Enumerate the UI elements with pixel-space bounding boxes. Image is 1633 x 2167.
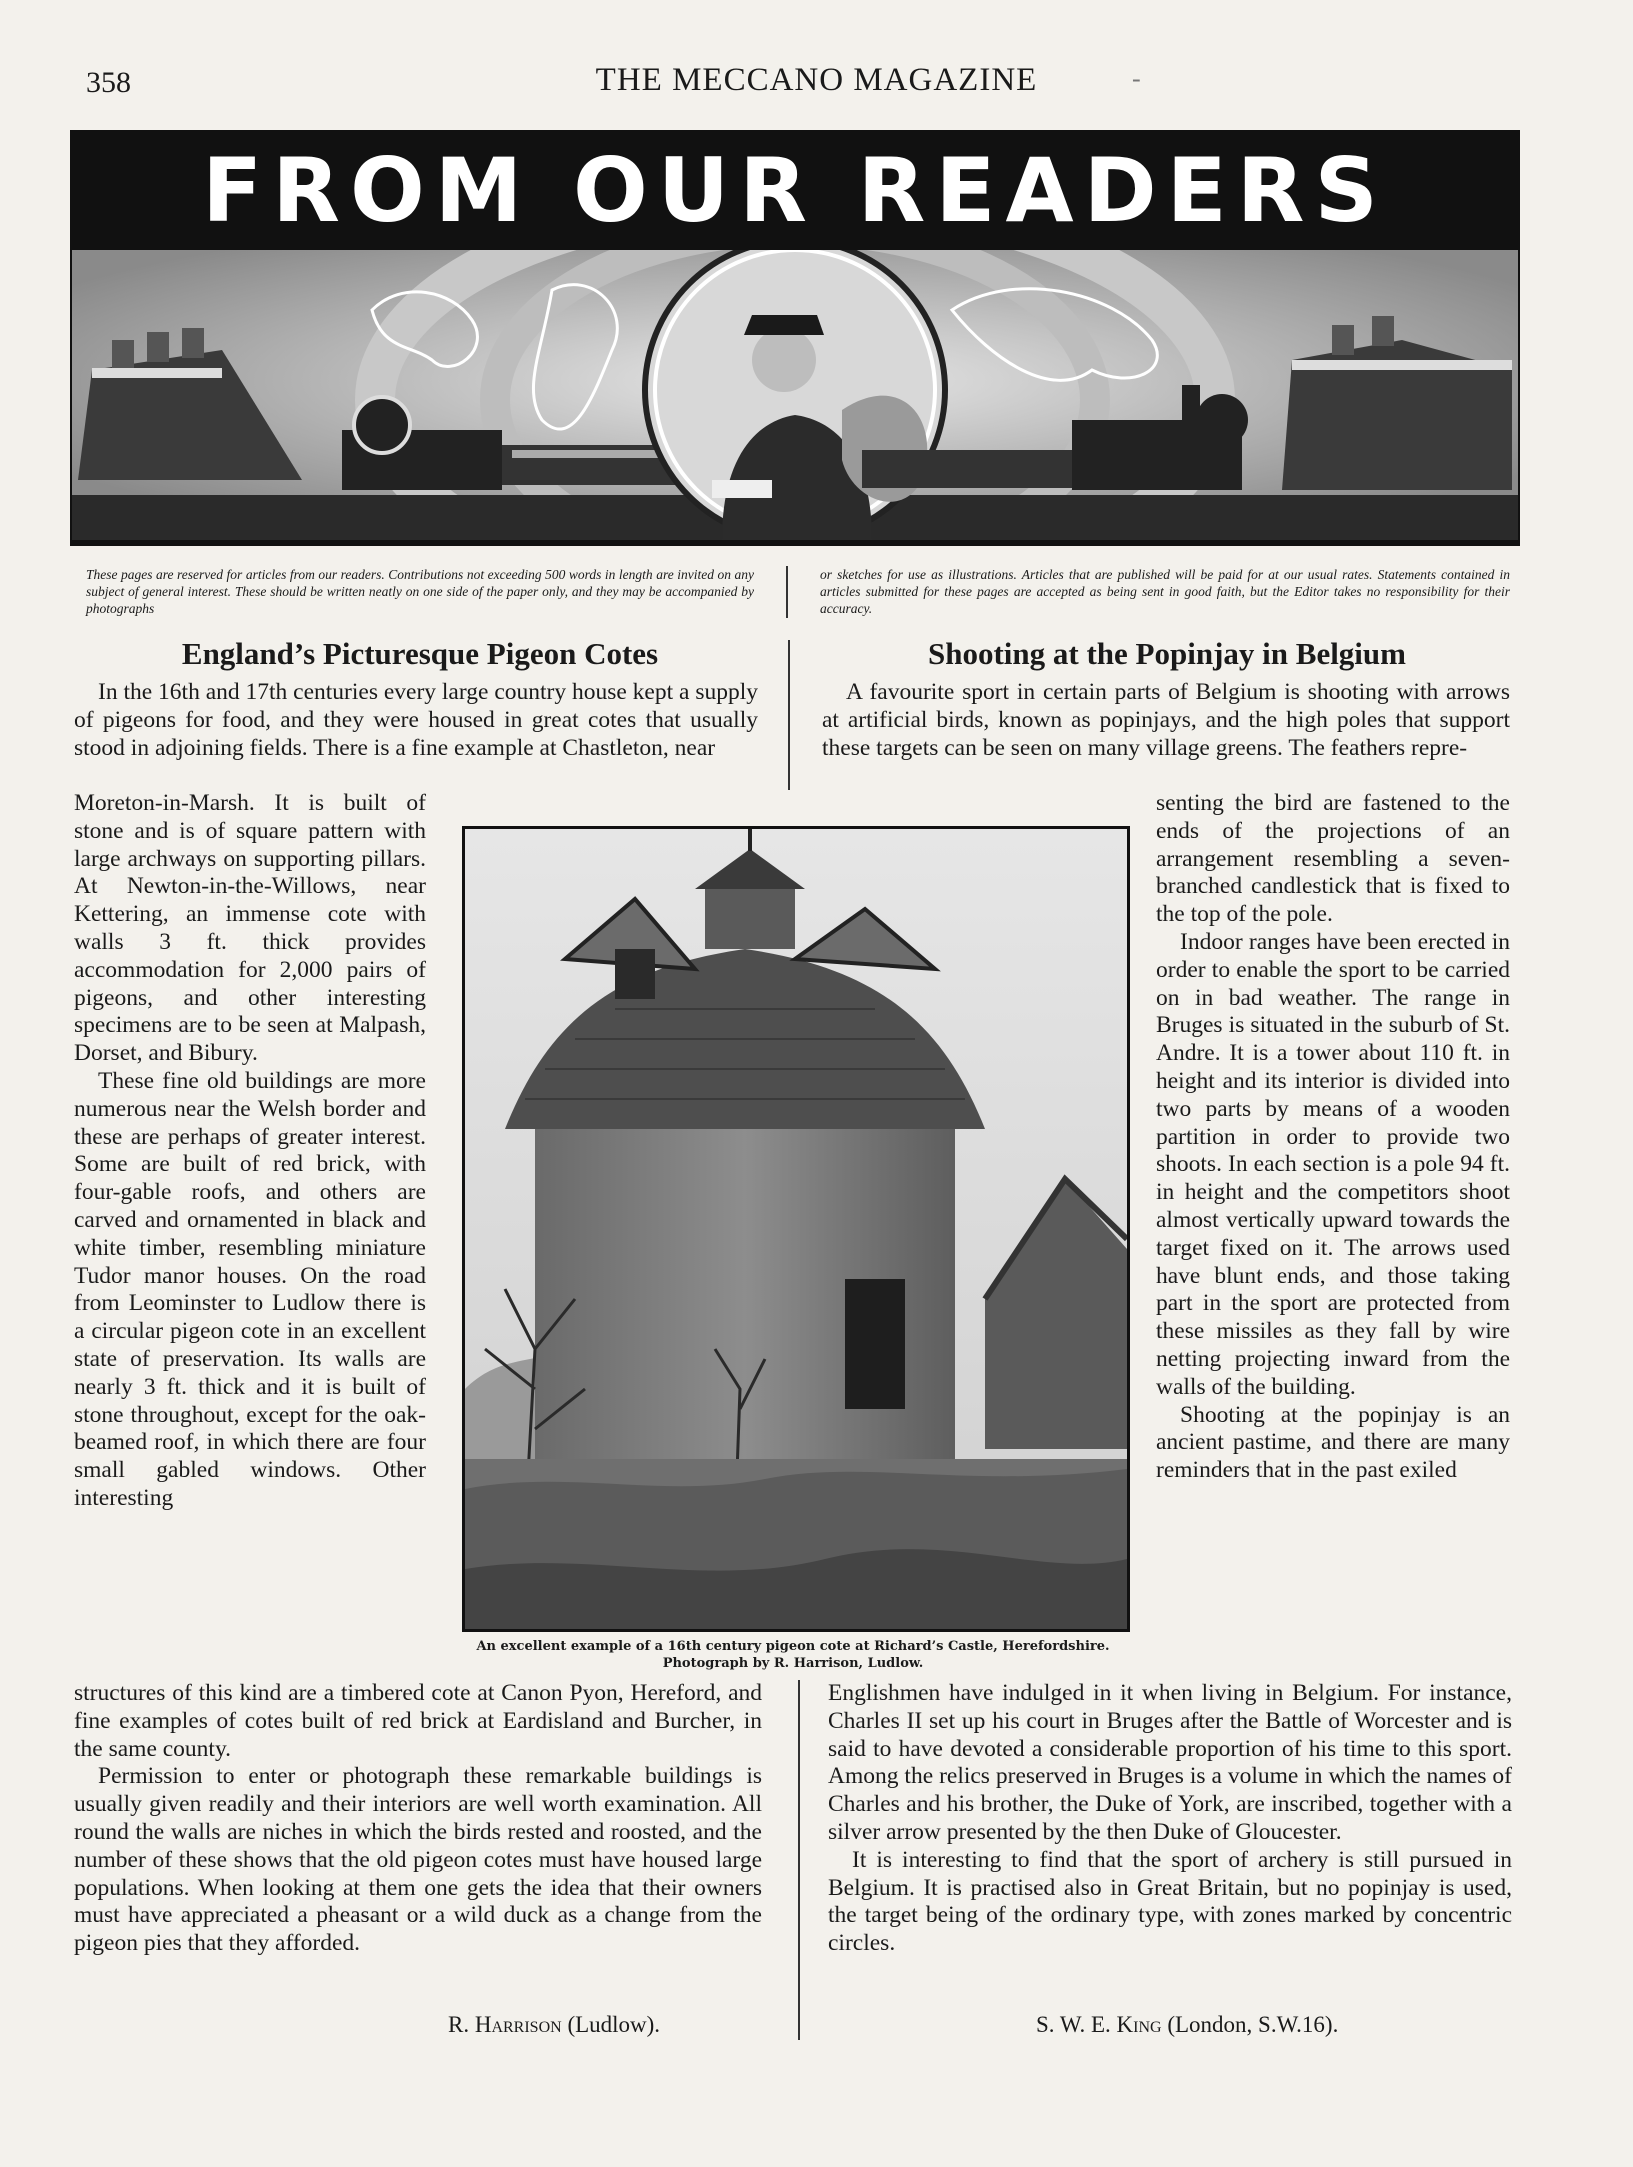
- header-mark: -: [1132, 64, 1141, 93]
- article2-narrow-column: [1156, 790, 1510, 1485]
- article1-title: England’s Picturesque Pigeon Cotes: [181, 636, 659, 671]
- column-divider-bottom: [798, 1680, 800, 2040]
- contribution-notice-right: or sketches for use as illustrations. Articles that are published will be paid for at our usual rates. Statements contained in articles submitted for these pages are accepted as being sent in good faith, but the Editor takes no responsibility for their accuracy.: [820, 567, 1510, 616]
- pigeon-cote-photo: [462, 826, 1130, 1632]
- article1-narrow-column: [74, 790, 426, 1513]
- notice-divider: [786, 566, 788, 618]
- article2-paragraph-4: Englishmen have indulged in it when living in Belgium. For instance, Charles II set up his court in Bruges after the Battle of Worcester and is said to have devoted a considerable proportion of his time to this sport. Among the relics preserved in Bruges is a volume in which the names of Charles and his brother, the Duke of York, are inscribed, together with a silver arrow presented by the then Duke of Gloucester.: [828, 1680, 1512, 1845]
- column-divider-top: [788, 640, 790, 790]
- photo-caption: An excellent example of a 16th century pigeon cote at Richard’s Castle, Herefordshire. Photograph by R. Harrison, Ludlow.: [476, 1639, 1110, 1671]
- article2-author: [1036, 2012, 1338, 2038]
- contribution-notice-left: These pages are reserved for articles from our readers. Contributions not exceeding 500 words in length are invited on any subject of general interest. These should be written neatly on one side of the paper only, and they may be accompanied by photographs: [86, 567, 754, 616]
- article1-paragraph-3: structures of this kind are a timbered cote at Canon Pyon, Hereford, and fine examples of cotes built of red brick at Eardisland and Burcher, in the same county.: [74, 1680, 762, 1762]
- article1-author-name: R. Harrison: [448, 2012, 562, 2037]
- magazine-title: THE MECCANO MAGAZINE: [595, 62, 1038, 98]
- article2-title: Shooting at the Popinjay in Belgium: [928, 636, 1406, 671]
- article1-paragraph-4: Permission to enter or photograph these remarkable buildings is usually given readily and their interiors are well worth examination. All round the walls are niches in which the birds rested and roosted, and the number of these shows that the old pigeon cotes must have housed large populations. When looking at them one gets the idea that their owners must have appreciated a pheasant or a wild duck as a change from the pigeon pies that they afforded.: [74, 1763, 762, 1957]
- banner-title: FROM OUR READERS: [202, 139, 1388, 242]
- article2-paragraph-5: It is interesting to find that the sport of archery is still pursued in Belgium. It is practised also in Great Britain, but no popinjay is used, the target being of the ordinary type, with zones marked by concentric circles.: [828, 1846, 1512, 1957]
- article1-author: [448, 2012, 660, 2038]
- article2-author-place: (London, S.W.16).: [1167, 2012, 1339, 2037]
- article2-paragraph-1: senting the bird are fastened to the ends of the projections of an arrangement resembling a seven-branched candlestick that is fixed to the top of the pole.: [1156, 790, 1510, 928]
- article2-intro-paragraph: A favourite sport in certain parts of Belgium is shooting with arrows at artificial birds, known as popinjays, and the high poles that support these targets can be seen on many village greens. The feathers repre-: [822, 679, 1510, 761]
- banner-illustration: [72, 250, 1518, 540]
- article2-paragraph-3: Shooting at the popinjay is an ancient pastime, and there are many reminders that in the past exiled: [1156, 1401, 1510, 1484]
- article2-paragraph-2: Indoor ranges have been erected in order to enable the sport to be carried on in bad weather. The range in Bruges is situated in the suburb of St. Andre. It is a tower about 110 ft. in height and its interior is divided into two parts by means of a wooden partition in order to provide two shoots. In each section is a pole 94 ft. in height and the competitors shoot almost vertically upward towards the target fixed on it. The arrows used have blunt ends, and those taking part in the sport are protected from these missiles as they fall by wire netting projecting inward from the walls of the building.: [1156, 928, 1510, 1400]
- banner: [70, 130, 1520, 546]
- article2-lower-column: [828, 1680, 1512, 1958]
- article1-paragraph-1: Moreton-in-Marsh. It is built of stone and is of square pattern with large archways on supporting pillars. At Newton-in-the-Willows, near Kettering, an immense cote with walls 3 ft. thick provides accommodation for 2,000 pairs of pigeons, and other interesting specimens are to be seen at Malpash, Dorset, and Bibury.: [74, 790, 426, 1067]
- article1-paragraph-2: These fine old buildings are more numerous near the Welsh border and these are perhaps of greater interest. Some are built of red brick, with four-gable roofs, and others are carved and ornamented in black and white timber, resembling miniature Tudor manor houses. On the road from Leominster to Ludlow there is a circular pigeon cote in an excellent state of preservation. Its walls are nearly 3 ft. thick and it is built of stone throughout, except for the oak-beamed roof, in which there are four small gabled windows. Other interesting: [74, 1067, 426, 1511]
- article2-author-name: S. W. E. King: [1036, 2012, 1162, 2037]
- article2-intro: [822, 679, 1510, 762]
- article1-intro-paragraph: In the 16th and 17th centuries every large country house kept a supply of pigeons for food, and they were housed in great cotes that usually stood in adjoining fields. There is a fine example at Chastleton, near: [74, 679, 758, 761]
- article1-intro: [74, 679, 758, 762]
- article1-lower-column: [74, 1680, 762, 1958]
- page-number: 358: [86, 66, 131, 99]
- pigeon-cote-illustration: [465, 829, 1127, 1629]
- article1-author-place: (Ludlow).: [567, 2012, 661, 2037]
